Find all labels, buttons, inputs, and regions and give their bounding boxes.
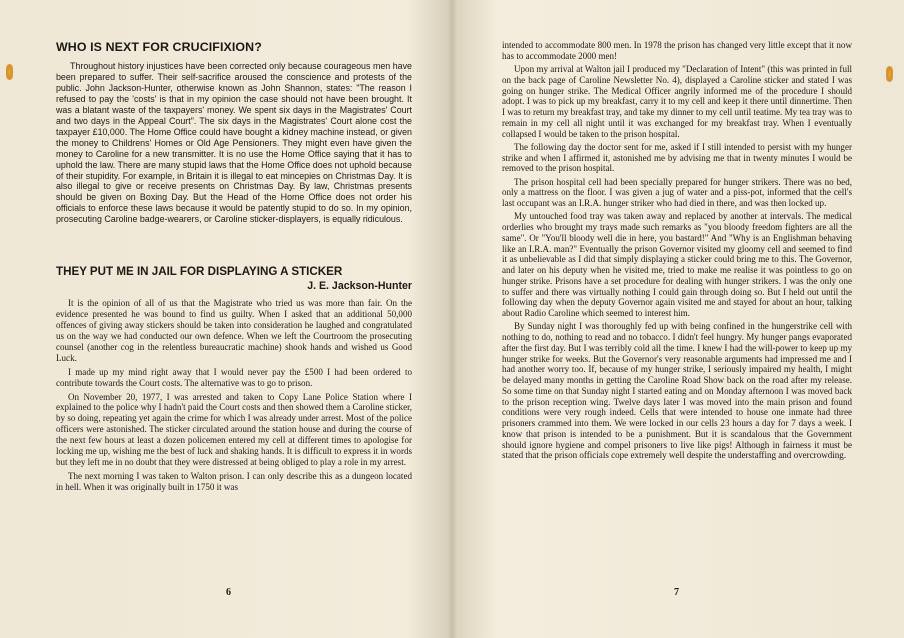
article2-paragraph: On November 20, 1977, I was arrested and taken to Copy Lane Police Station where I explained to the police why I hadn't paid the Court costs and then showed them a Caroline sticker, by so doing, repeating yet again the crime for which I was already under arrest. Most of the police officers were astonished. The sticker circulated around the station house and during the course of the next few hours at least a dozen policemen entered my cell at different times to apologise for locking me up, wishing me the best of luck and shaking hands. It is difficult to express it in words but they left me in no doubt that they were distressed at being obliged to play a role in my arrest.: [56, 391, 412, 467]
article2-continued-paragraph: The following day the doctor sent for me, asked if I still intended to persist with my hunger strike and when I affirmed it, astonished me by advising me that in twenty minutes I would be removed to the prison hospital.: [502, 141, 852, 174]
article2-byline: J. E. Jackson-Hunter: [307, 280, 412, 293]
article2-continued-paragraph: My untouched food tray was taken away and replaced by another at intervals. The medical orderlies who brought my trays made such remarks as "you bloody freedom fighters are all the same". Or "You'll bloody well die in here, you bastard!" And "Why is an Englishman behaving like an I.R.A. man?" Eventually the prison Governor visited my gloomy cell and seemed to find it as unbelievable as I did that simply displaying a sticker could bring me to this. The Governor, and later on his deputy when he visited me, tried to make me realise it was pointless to go on hunger strike. Prisons have a set procedure for dealing with hunger strikers. I was the only one to suffer and there was virtually nothing I could gain through doing so. But I held out until the following day when the deputy Governor again visited me and stayed for about an hour, talking about Radio Caroline which seemed to interest him.: [502, 211, 852, 318]
article2-continued-paragraph: intended to accommodate 800 men. In 1978 the prison has changed very little except that it now has to accommodate 2000 men!: [502, 40, 852, 61]
article2-continued-paragraph: The prison hospital cell had been specially prepared for hunger strikers. There was no bed, only a mattress on the floor. I was given a jug of water and a piss-pot, informed that the cell's last occupant was an I.R.A. hunger striker who had died in there, and was then locked up.: [502, 176, 852, 208]
article2-continued-paragraph: Upon my arrival at Walton jail I produced my "Declaration of Intent" (this was printed in full on the back page of Caroline Newsletter No. 4), displayed a Caroline sticker and stated I was going on hunger strike. The Medical Officer angrily informed me of the procedure I should adopt. I was to pick up my breakfast, carry it to my cell and keep it there until dinnertime. Then I was to return my breakfast tray, and take my dinner to my cell until teatime. My tea tray was to remain in my cell all night until it was exchanged for my breakfast tray. When I eventually collapsed I would be taken to the prison hospital.: [502, 64, 852, 139]
right-page: [452, 0, 904, 638]
page-number-left: 6: [226, 587, 231, 598]
article2-paragraph: The next morning I was taken to Walton prison. I can only describe this as a dungeon located in hell. When it was originally built in 1750 it was: [56, 470, 412, 492]
article2-continued-paragraph: By Sunday night I was thoroughly fed up with being confined in the hungerstrike cell with nothing to do, nothing to read and no tobacco. I didn't feel hungry. My hunger pangs evaporated after the first day. But I was terribly cold all the time. I knew I had the will-power to keep up my hunger strike for weeks. But the Governor's very reasonable arguments had impressed me and I had another worry too. If, because of my hunger strike, I seriously impaired my health, I might be delayed many months in getting the Caroline Road Show back on the road after my release. So some time on that Sunday night I started eating and on Monday afternoon I was moved back to the prison reception wing. Twelve days later I was moved into the main prison and found conditions were very rough indeed. Cells that were intended to house one inmate had three prisoners crammed into them. We were locked in our cells 23 hours a day for 7 days a week. I know that prison is intended to be a punishment. But it is scandalous that the Government should ignore hygiene and compel prisoners to live like pigs! Although in fairness it must be stated that the prison officials cope extremely well despite the understaffing and overcrowding.: [502, 321, 852, 461]
article1-body: Throughout history injustices have been corrected only because courageous men have been prepared to suffer. Their self-sacrifice aroused the conscience and protests of the public. John Jackson-Hunter, otherwise known as John Shannon, states: "The reason I refused to pay the 'costs' is that in my opinion the case should not have been brought. It was a blatant waste of the taxpayers' money. We spent six days in the Magistrates' Court and two days in the Appeal Court". The six days in the Magistrates' Court alone cost the taxpayer £10,000. The Home Office could have bought a kidney machine instead, or given the money to Childrens' Homes or Old Age Pensioners. They might even have given the money to Caroline for a new transmitter. It is no use the Home Office saying that it has to uphold the law. There are many stupid laws that the Home Office does not uphold because of their stupidity. For example, in Britain it is illegal to eat mincepies on Christmas Day. It is also illegal to give or receive presents on Christmas Day. By law, Christmas presents should be given on Boxing Day. But the Head of the Home Office does not order his officials to enforce these laws because it would be patently stupid to do so. In my opinion, prosecuting Caroline badge-wearers, or Caroline sticker-displayers, is equally ridiculous.: [56, 61, 412, 225]
article1-title: WHO IS NEXT FOR CRUCIFIXION?: [56, 40, 262, 54]
article2-paragraph: It is the opinion of all of us that the Magistrate who tried us was more than fair. On the evidence presented he was bound to find us guilty. When I asked that an additional 50,000 offences of giving away stickers should be taken into consideration he laughed and congratulated us on the way we had conducted our own defence. When we left the Courtroom the prosecuting counsel (another cog in the relentless bureaucratic machine) shook hands and wished us Good Luck.: [56, 298, 412, 363]
article2-title: THEY PUT ME IN JAIL FOR DISPLAYING A STICKER: [56, 265, 343, 279]
page-number-right: 7: [674, 587, 679, 598]
article2-paragraph: I made up my mind right away that I would never pay the £500 I had been ordered to contribute towards the Court costs. The alternative was to go to prison.: [56, 366, 412, 388]
